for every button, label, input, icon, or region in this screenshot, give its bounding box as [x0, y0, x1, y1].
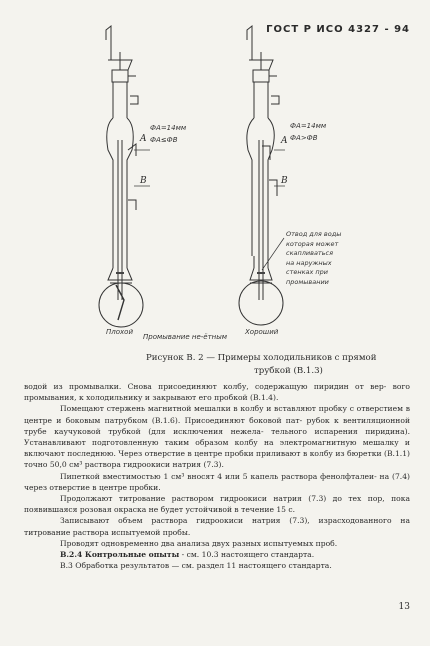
paragraph: Записывают объем раствора гидроокиси натрия (7.3), израсходованного на титрование раствора испытуемой пробы. — [24, 516, 410, 537]
section-heading: В.2.4 Контрольные опыты — [60, 550, 180, 560]
right-annot-1: ФА=14мм — [290, 122, 327, 130]
right-label-b: B — [281, 176, 288, 186]
right-side-note: Отвод для воды которая может скапливаться на наружных стенках при промывании — [286, 230, 342, 286]
paragraph: Продолжают титрование раствором гидроокиси натрия (7.3) до тех пор, пока появившаяся розовая окраска не будет устойчивой в течение 15 с. — [24, 494, 410, 515]
paragraph: водой из промывалки. Снова присоединяют колбу, содержащую пиридин от вер- вого промывания, к холодильнику и закрывают его пробкой (В.1.4). — [24, 382, 410, 403]
left-annot-1: ФА=14мм — [150, 124, 187, 132]
paragraph: Проводят одновременно два анализа двух разных испытуемых проб. — [60, 538, 338, 548]
left-label-b: B — [140, 176, 147, 186]
paragraph: В.3 Обработка результатов — см. раздел 11 настоящего стандарта. — [60, 561, 332, 571]
left-condenser — [99, 26, 143, 327]
right-annot-2: ФА>ФВ — [290, 134, 318, 142]
right-label-a: A — [281, 136, 288, 146]
left-annot-2: ФА≤ФВ — [150, 136, 178, 144]
middle-note: Промывание не-ётным — [143, 333, 228, 341]
figure-caption-line2: трубкой (В.1.3) — [254, 366, 323, 376]
left-caption: Плохой — [106, 328, 133, 336]
paragraph: В.2.4 Контрольные опыты - см. 10.3 настоящего стандарта. — [60, 550, 315, 560]
body-text — [24, 381, 410, 571]
paragraph: Помещают стержень магнитной мешалки в колбу и вставляют пробку с отверстием в центре и боковым патрубком (В.1.6). Присоединяют боковой пат- рубок к вентиляционной трубе каучуковой трубкой (для исключения нежела- тельного испарения пиридина). Устанавливают подготовленную таким образом колбу на электромагнитную мешалку и включают последнюю. Через отверстие в центре пробки приливают в колбу из бюретки (В.1.1) точно 50,0 см³ раствора гидроокиси натрия (7.3). — [24, 404, 410, 470]
figure-caption-line1: Рисунок В. 2 — Примеры холодильников с прямой — [146, 353, 377, 363]
page-number: 13 — [398, 602, 410, 612]
left-label-a: A — [140, 134, 147, 144]
paragraph: Пипеткой вместимостью 1 см³ вносят 4 или 5 капель раствора фенолфталеи- на (7.4) через отверстие в центре пробки. — [24, 471, 410, 492]
right-condenser — [239, 26, 284, 325]
document-header: ГОСТ Р ИСО 4327 - 94 — [266, 24, 410, 35]
right-caption: Хороший — [245, 328, 279, 336]
